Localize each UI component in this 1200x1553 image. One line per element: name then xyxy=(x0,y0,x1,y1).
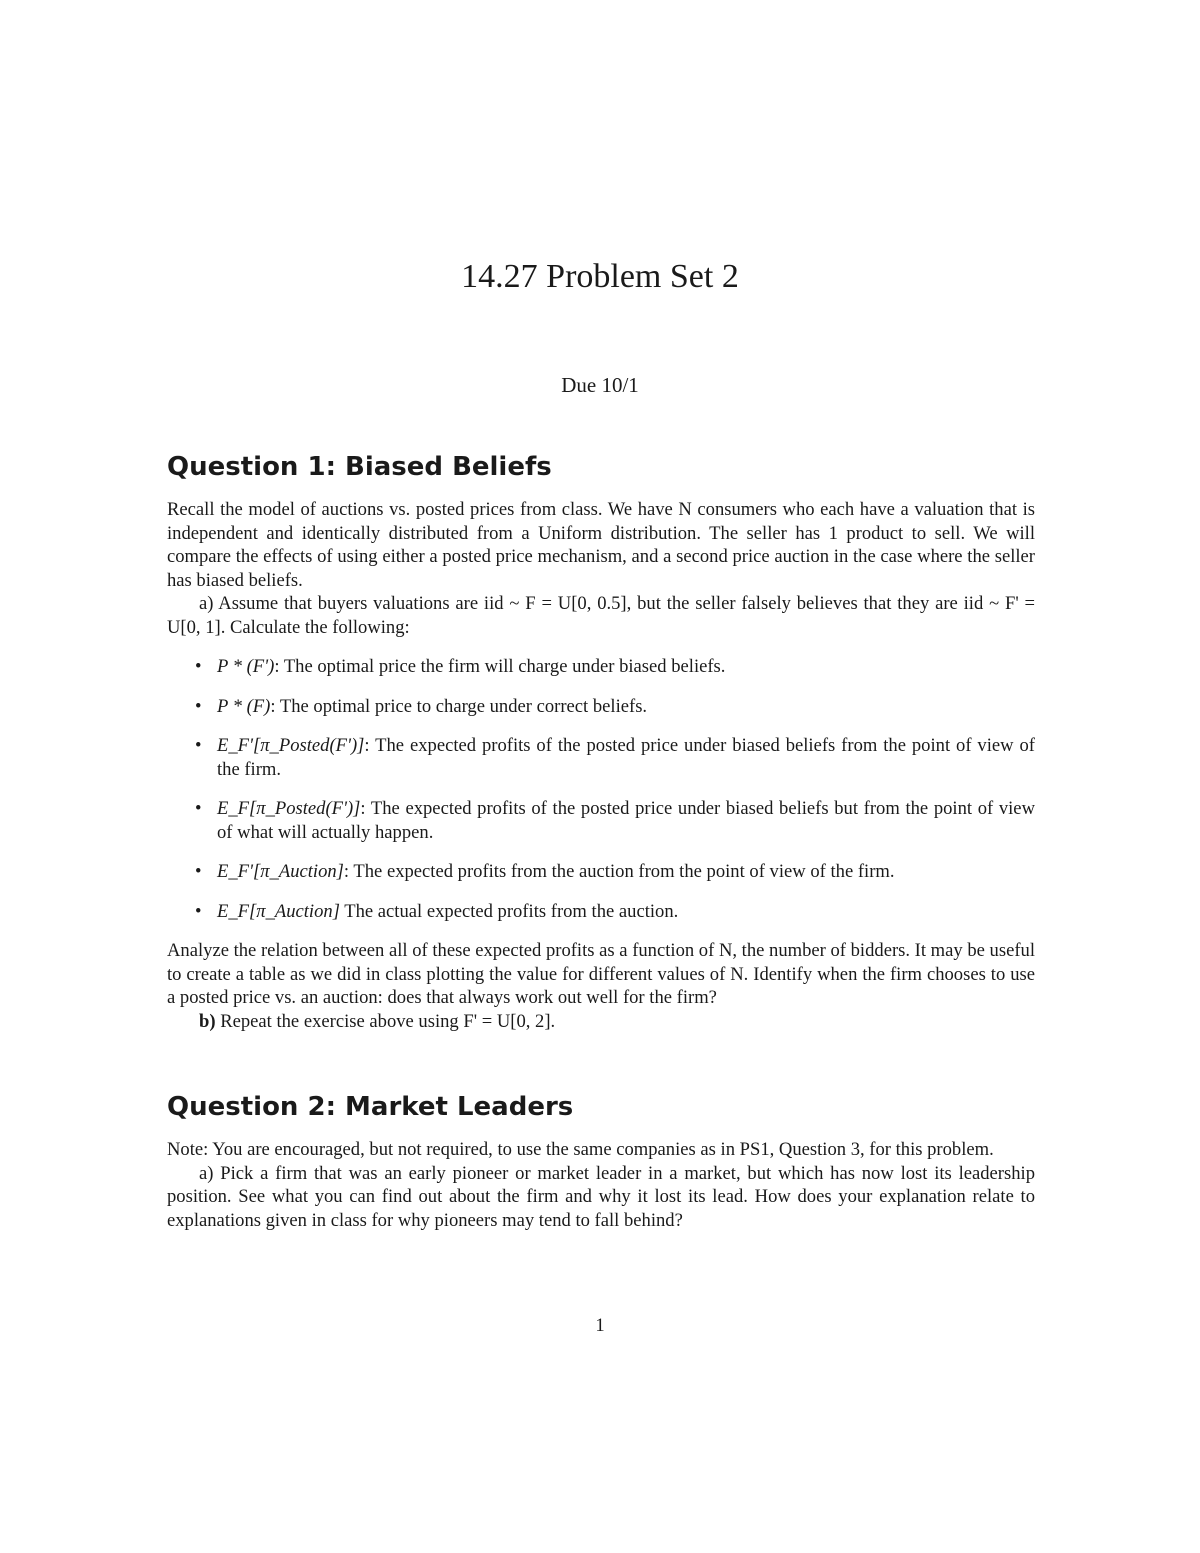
bullet-icon: • xyxy=(195,735,202,756)
bullet-icon: • xyxy=(195,798,202,819)
list-item-term: E_F[π_Posted(F')] xyxy=(217,798,361,819)
list-item-term: E_F[π_Auction] xyxy=(217,900,340,922)
question-2-part-a xyxy=(167,1162,1035,1233)
bullet-icon: • xyxy=(195,695,202,717)
bullet-icon: • xyxy=(195,900,202,922)
question-2-section xyxy=(167,1090,1035,1232)
list-item-text: : The expected profits of the posted price under biased beliefs but from the point of view of what will actually happen. xyxy=(217,798,1035,843)
question-1-analysis: Analyze the relation between all of these expected profits as a function of N, the number of bidders. It may be useful to create a table as we did in class plotting the value for different values of N. Identify when the firm chooses to use a posted price vs. an auction: does that always work out well for the firm? xyxy=(167,940,1035,1008)
bullet-icon: • xyxy=(195,861,202,882)
page-number: 1 xyxy=(595,1315,605,1336)
part-a-text: Assume that buyers valuations are iid ~ F = U[0, 0.5], but the seller falsely believes that they are iid ~ F' = U[0, 1]. Calculate the following: xyxy=(167,593,1035,638)
part-b-text: Repeat the exercise above using F' = U[0, 2]. xyxy=(220,1010,556,1032)
question-1-part-a xyxy=(167,592,1035,639)
list-item-text: : The expected profits of the posted price under biased beliefs from the point of view of the firm. xyxy=(217,735,1035,780)
list-item-text: : The optimal price to charge under correct beliefs. xyxy=(270,695,648,717)
list-item xyxy=(167,860,1035,884)
quantities-list xyxy=(167,655,1035,923)
question-1-section xyxy=(167,450,1035,1033)
list-item-text: : The expected profits from the auction from the point of view of the firm. xyxy=(343,861,895,882)
list-item-term: E_F'[π_Auction] xyxy=(217,861,344,882)
list-item xyxy=(167,734,1035,781)
question-1-part-b xyxy=(167,1010,1035,1034)
list-item-term: E_F'[π_Posted(F')] xyxy=(217,735,365,756)
due-date: Due 10/1 xyxy=(561,373,639,397)
list-item-text: : The optimal price the firm will charge under biased beliefs. xyxy=(274,656,726,677)
list-item-text: The actual expected profits from the auction. xyxy=(339,900,679,922)
list-item xyxy=(167,695,1035,719)
question-2-note: Note: You are encouraged, but not required, to use the same companies as in PS1, Question 3, for this problem. xyxy=(167,1139,994,1160)
part-b-label: b) xyxy=(199,1010,216,1032)
question-1-intro: Recall the model of auctions vs. posted prices from class. We have N consumers who each have a valuation that is independent and identically distributed from a Uniform distribution. The seller has 1 product to sell. We will compare the effects of using either a posted price mechanism, and a second price auction in the case where the seller has biased beliefs. xyxy=(167,499,1035,591)
part-a-label: a) xyxy=(199,593,214,614)
list-item-term: P * (F') xyxy=(217,656,275,677)
list-item xyxy=(167,655,1035,679)
list-item-term: P * (F) xyxy=(217,695,271,717)
bullet-icon: • xyxy=(195,656,202,677)
list-item xyxy=(167,797,1035,844)
part-a-text: Pick a firm that was an early pioneer or market leader in a market, but which has now lost its leadership position. See what you can find out about the firm and why it lost its lead. How does your explanation relate to explanations given in class for why pioneers may tend to fall behind? xyxy=(167,1162,1035,1231)
document-title: 14.27 Problem Set 2 xyxy=(461,258,739,295)
list-item xyxy=(167,900,1035,924)
question-1-heading: Question 1: Biased Beliefs xyxy=(167,452,552,482)
question-2-heading: Question 2: Market Leaders xyxy=(167,1092,574,1122)
part-a-label: a) xyxy=(199,1162,214,1184)
